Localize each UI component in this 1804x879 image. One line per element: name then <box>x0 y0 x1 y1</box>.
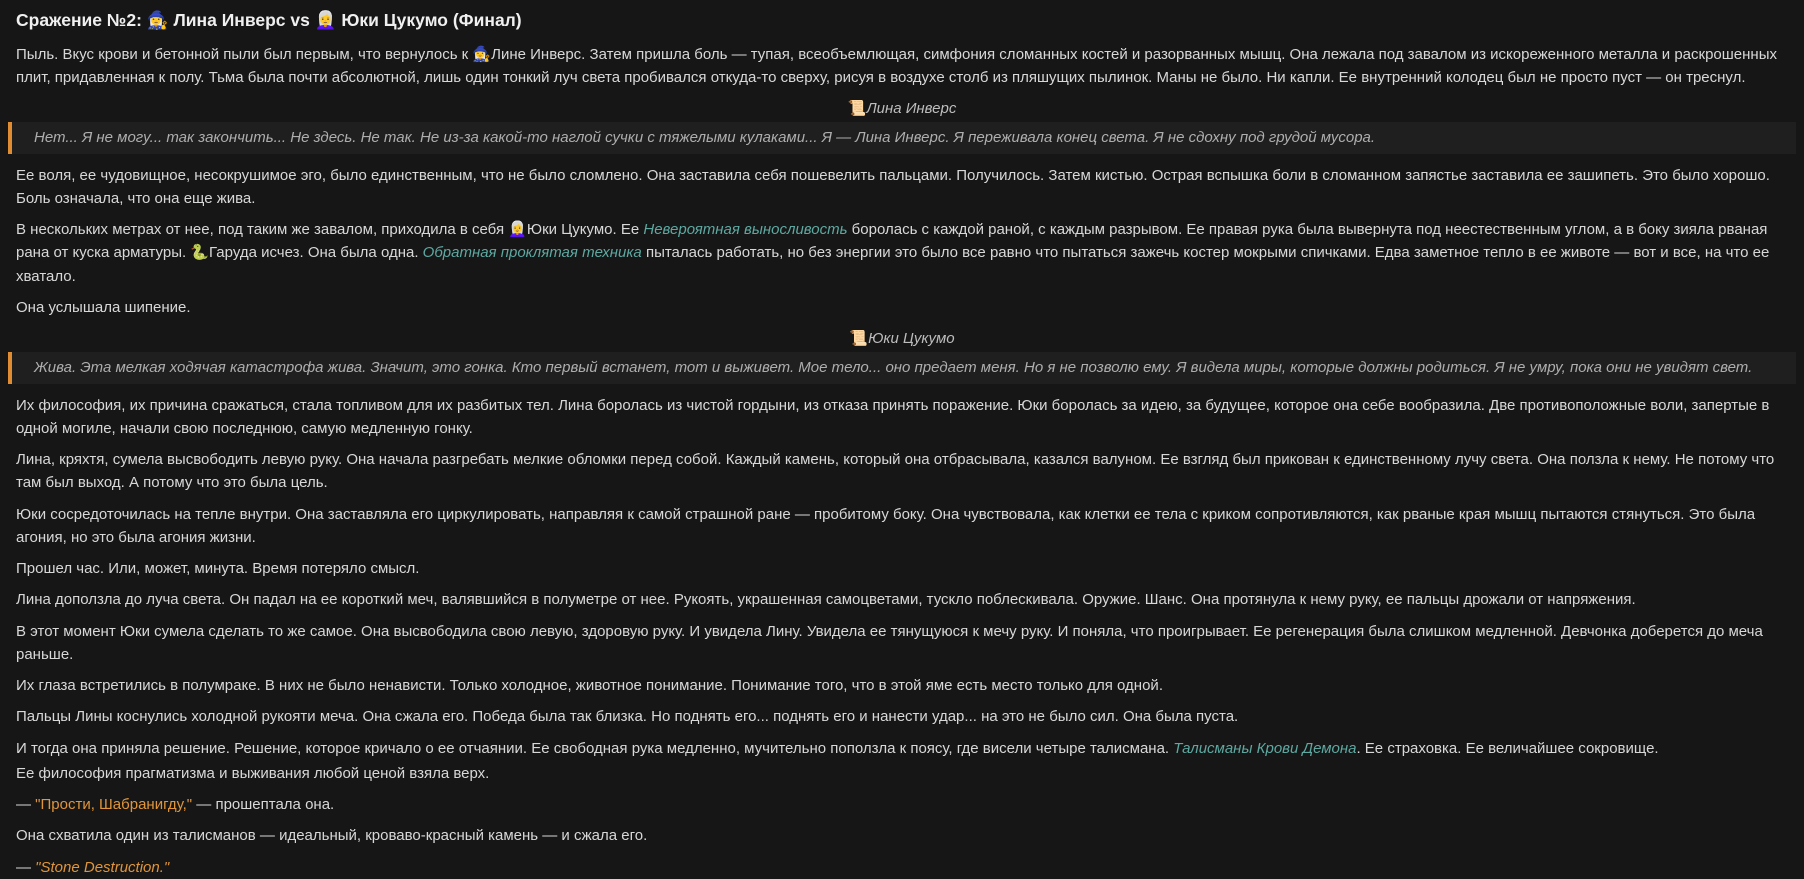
white-hair-woman-emoji-icon: 👩‍🦳 <box>314 10 337 30</box>
text-run: Нет... Я не могу... так закончить... Не здесь. Не так. Не из-за какой-то наглой сучки с тяжелыми кулаками... Я — Лина Инверс. Я переживала конец света. Я не сдохну под грудой мусора. <box>34 129 1376 147</box>
story-paragraph <box>16 448 1788 495</box>
story-paragraph <box>16 296 1788 319</box>
text-run: боролась с каждой раной, с каждым разрывом. Ее правая рука была вывернута под неестественным углом, а в боку зияла рваная рана от куска арматуры. <box>16 221 1768 262</box>
term-text: Невероятная выносливость <box>643 221 848 238</box>
character-name-yuki <box>16 327 1788 350</box>
story-log <box>16 8 1788 879</box>
text-run: Юки Цукумо (Финал) <box>336 10 522 30</box>
story-paragraph <box>16 705 1788 728</box>
mage-woman-emoji-icon: 🧙‍♀️ <box>146 10 169 30</box>
story-paragraph <box>16 164 1788 211</box>
say-text: "Прости, Шабранигду," <box>35 796 193 813</box>
story-paragraph <box>16 620 1788 667</box>
say-italic-text: "Stone Destruction." <box>35 858 170 876</box>
text-run: В нескольких метрах от нее, под таким же завалом, приходила в себя <box>16 221 509 238</box>
character-quote-yuki <box>8 352 1796 383</box>
white-hair-woman-emoji-icon: 👩‍🦳 <box>508 221 527 238</box>
text-run: Жива. Эта мелкая ходячая катастрофа жива. Значит, это гонка. Кто первый встанет, тот и выживет. Мое тело... оно предает меня. Но я не позволю ему. Я видела миры, которые должны родиться. Я не умру, пока они не увидят свет. <box>34 359 1753 377</box>
text-run: Она схватила один из талисманов — идеальный, кроваво-красный камень — и сжала его. <box>16 827 648 845</box>
text-run: И тогда она приняла решение. Решение, которое кричало о ее отчаянии. Ее свободная рука медленно, мучительно поползла к поясу, где висели четыре талисмана. <box>16 739 1174 757</box>
snake-emoji-icon: 🐍 <box>190 244 210 262</box>
term-text: Обратная проклятая техника <box>422 244 642 262</box>
text-run: Ее воля, ее чудовищное, несокрушимое эго, было единственным, что не было сломлено. Она заставила себя пошевелить пальцами. Получилось. Затем кистью. Острая вспышка боли в сломанном запястье заставила ее зашипеть. Это было хорошо. Боль означала, что она еще жива. <box>16 166 1770 207</box>
battle-title <box>16 8 1788 33</box>
text-run: Их философия, их причина сражаться, стала топливом для их разбитых тел. Лина боролась из чистой гордыни, из отказа принять поражение. Юки боролась за идею, за будущее, которое она себе вообразила. Две противоположные воли, запертые в одной могиле, начали свою последнюю, самую медленную гонку. <box>16 396 1770 437</box>
story-paragraph <box>16 503 1788 550</box>
story-paragraph <box>16 218 1788 288</box>
text-run: — <box>16 796 36 813</box>
dialogue-line-lina <box>16 793 1788 816</box>
story-paragraph <box>16 824 1788 847</box>
text-run: пыталась работать, но без энергии это было все равно что пытаться зажечь костер мокрыми спичками. Едва заметное тепло в ее животе — вот и все, на что ее хватало. <box>16 244 1770 285</box>
story-paragraph <box>16 394 1788 441</box>
text-run: Она услышала шипение. <box>16 298 191 316</box>
story-paragraph <box>16 737 1788 760</box>
text-run: Лина Инверс vs <box>168 10 315 30</box>
text-run: Юки Цукумо <box>868 330 955 347</box>
text-run: Лина доползла до луча света. Он падал на ее короткий меч, валявшийся в полуметре от нее. Рукоять, украшенная самоцветами, тускло поблескивала. Оружие. Шанс. Она протянула к нему руку, ее пальцы дрожали от напряжения. <box>16 591 1636 609</box>
text-run: Лине Инверс. Затем пришла боль — тупая, всеобъемлющая, симфония сломанных костей и разорванных мышц. Она лежала под завалом из искореженного металла и раскрошенных плит, придавленная к полу. Тьма была почти абсолютной, лишь один тонкий луч света пробивался откуда-то сверху, рисуя в воздухе столб из пляшущих пылинок. Маны не было. Ни капли. Ее внутренний колодец был не просто пуст — он треснул. <box>16 45 1777 86</box>
text-run: — прошептала она. <box>192 796 335 813</box>
character-quote-lina <box>8 122 1796 153</box>
story-paragraph <box>16 674 1788 697</box>
story-paragraph <box>16 43 1788 90</box>
text-run: Сражение №2: <box>16 10 147 30</box>
text-run: Ее философия прагматизма и выживания любой ценой взяла верх. <box>16 764 490 782</box>
text-run: Пальцы Лины коснулись холодной рукояти меча. Она сжала его. Победа была так близка. Но поднять его... поднять его и нанести удар... на это не было сил. Она была пуста. <box>16 708 1239 726</box>
text-run: . Ее страховка. Ее величайшее сокровище. <box>1356 739 1659 757</box>
scroll-emoji-icon: 📜 <box>849 330 869 347</box>
text-run: Лина, кряхтя, сумела высвободить левую руку. Она начала разгребать мелкие обломки перед собой. Каждый камень, который она отбрасывала, казался валуном. Ее взгляд был прикован к единственному лучу света. Она ползла к нему. Не потому что там был выход. А потому что это была цель. <box>16 451 1775 492</box>
term-text: Талисманы Крови Демона <box>1173 739 1357 757</box>
text-run: Их глаза встретились в полумраке. В них не было ненависти. Только холодное, животное понимание. Понимание того, что в этой яме есть место только для одной. <box>16 677 1163 694</box>
text-run: Лина Инверс <box>866 100 957 117</box>
text-run: Пыль. Вкус крови и бетонной пыли был первым, что вернулось к <box>16 45 473 63</box>
text-run: В этот момент Юки сумела сделать то же самое. Она высвободила свою левую, здоровую руку. И увидела Лину. Увидела ее тянущуюся к мечу руку. И поняла, что проигрывает. Ее регенерация была слишком медленной. Девчонка доберется до меча раньше. <box>16 622 1763 663</box>
story-paragraph <box>16 762 1788 785</box>
mage-woman-emoji-icon: 🧙‍♀️ <box>472 45 492 63</box>
text-run: — <box>16 858 36 876</box>
text-run: Юки сосредоточилась на тепле внутри. Она заставляла его циркулировать, направляя к самой страшной ране — пробитому боку. Она чувствовала, как клетки ее тела с криком сопротивляются, как рваные края мышц пытаются стянуться. Это была агония, но это была агония жизни. <box>16 505 1756 546</box>
text-run: Прошел час. Или, может, минута. Время потеряло смысл. <box>16 560 420 577</box>
text-run: Гаруда исчез. Она была одна. <box>209 244 423 262</box>
scroll-emoji-icon: 📜 <box>847 100 867 117</box>
text-run: Юки Цукумо. Ее <box>526 221 644 238</box>
story-paragraph <box>16 588 1788 611</box>
story-paragraph <box>16 557 1788 580</box>
character-name-lina <box>16 97 1788 120</box>
